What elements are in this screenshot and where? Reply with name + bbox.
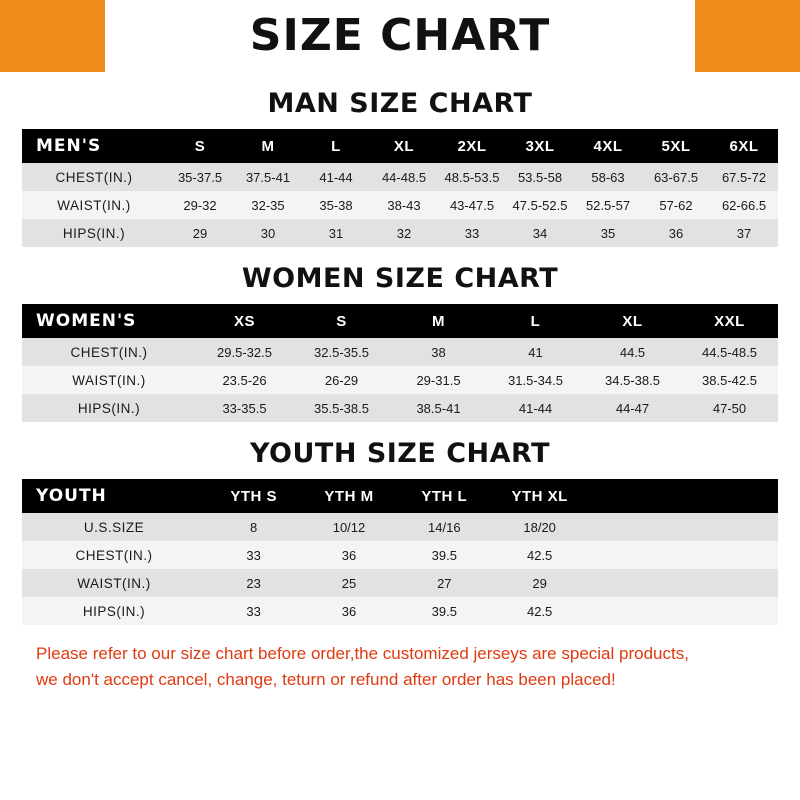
women-r0-c4: 44.5	[584, 338, 681, 366]
women-r0-c0: 29.5-32.5	[196, 338, 293, 366]
men-corner-label: MEN'S	[22, 129, 166, 163]
men-col-2: L	[302, 129, 370, 163]
youth-r0-c4	[587, 513, 682, 541]
women-r1-c2: 29-31.5	[390, 366, 487, 394]
table-row	[22, 219, 778, 247]
table-header-row	[22, 129, 778, 163]
women-col-5: XXL	[681, 304, 778, 338]
men-r1-c8: 62-66.5	[710, 191, 778, 219]
youth-size-table	[22, 479, 778, 625]
men-col-3: XL	[370, 129, 438, 163]
men-r0-c6: 58-63	[574, 163, 642, 191]
youth-r2-c3: 29	[492, 569, 587, 597]
women-r1-c4: 34.5-38.5	[584, 366, 681, 394]
women-r1-c3: 31.5-34.5	[487, 366, 584, 394]
section-youth	[22, 438, 778, 625]
youth-r0-c2: 14/16	[397, 513, 492, 541]
men-col-4: 2XL	[438, 129, 506, 163]
women-r0-c5: 44.5-48.5	[681, 338, 778, 366]
men-r1-c7: 57-62	[642, 191, 710, 219]
men-col-5: 3XL	[506, 129, 574, 163]
footer-disclaimer	[22, 641, 778, 693]
men-r0-c4: 48.5-53.5	[438, 163, 506, 191]
table-header-row	[22, 304, 778, 338]
youth-r2-c0: 23	[206, 569, 301, 597]
header-banner	[0, 0, 800, 72]
women-r1-c5: 38.5-42.5	[681, 366, 778, 394]
youth-row-0-label: U.S.SIZE	[22, 513, 206, 541]
men-row-1-label: WAIST(IN.)	[22, 191, 166, 219]
youth-r0-c1: 10/12	[301, 513, 396, 541]
youth-r2-c4	[587, 569, 682, 597]
youth-r2-c2: 27	[397, 569, 492, 597]
women-col-2: M	[390, 304, 487, 338]
youth-r3-c5	[683, 597, 778, 625]
men-col-1: M	[234, 129, 302, 163]
table-row	[22, 366, 778, 394]
youth-col-2: YTH L	[397, 479, 492, 513]
men-r2-c8: 37	[710, 219, 778, 247]
table-row	[22, 163, 778, 191]
footer-line-2: we don't accept cancel, change, teturn or refund after order has been placed!	[36, 670, 616, 689]
women-r0-c1: 32.5-35.5	[293, 338, 390, 366]
men-r0-c0: 35-37.5	[166, 163, 234, 191]
youth-r1-c2: 39.5	[397, 541, 492, 569]
youth-row-1-label: CHEST(IN.)	[22, 541, 206, 569]
men-r2-c4: 33	[438, 219, 506, 247]
men-r1-c1: 32-35	[234, 191, 302, 219]
women-col-0: XS	[196, 304, 293, 338]
page-title: SIZE CHART	[249, 10, 551, 61]
youth-r1-c3: 42.5	[492, 541, 587, 569]
youth-col-5	[683, 479, 778, 513]
men-r2-c2: 31	[302, 219, 370, 247]
women-r2-c5: 47-50	[681, 394, 778, 422]
youth-row-2-label: WAIST(IN.)	[22, 569, 206, 597]
youth-r3-c2: 39.5	[397, 597, 492, 625]
men-r1-c2: 35-38	[302, 191, 370, 219]
women-r2-c3: 41-44	[487, 394, 584, 422]
table-row	[22, 191, 778, 219]
table-row	[22, 394, 778, 422]
men-r2-c3: 32	[370, 219, 438, 247]
table-row	[22, 597, 778, 625]
youth-col-4	[587, 479, 682, 513]
youth-r1-c5	[683, 541, 778, 569]
men-row-2-label: HIPS(IN.)	[22, 219, 166, 247]
youth-corner-label: YOUTH	[22, 479, 206, 513]
men-size-table	[22, 129, 778, 247]
women-row-0-label: CHEST(IN.)	[22, 338, 196, 366]
youth-col-1: YTH M	[301, 479, 396, 513]
women-col-4: XL	[584, 304, 681, 338]
youth-r3-c3: 42.5	[492, 597, 587, 625]
men-r1-c3: 38-43	[370, 191, 438, 219]
women-col-1: S	[293, 304, 390, 338]
table-header-row	[22, 479, 778, 513]
youth-r2-c5	[683, 569, 778, 597]
men-r2-c0: 29	[166, 219, 234, 247]
table-row	[22, 338, 778, 366]
youth-r2-c1: 25	[301, 569, 396, 597]
women-col-3: L	[487, 304, 584, 338]
women-r0-c3: 41	[487, 338, 584, 366]
men-r2-c5: 34	[506, 219, 574, 247]
men-r0-c2: 41-44	[302, 163, 370, 191]
youth-row-3-label: HIPS(IN.)	[22, 597, 206, 625]
men-r0-c5: 53.5-58	[506, 163, 574, 191]
women-row-2-label: HIPS(IN.)	[22, 394, 196, 422]
youth-r3-c4	[587, 597, 682, 625]
section-title-men: MAN SIZE CHART	[267, 88, 533, 119]
youth-r0-c5	[683, 513, 778, 541]
women-r2-c2: 38.5-41	[390, 394, 487, 422]
section-women	[22, 263, 778, 422]
women-r2-c1: 35.5-38.5	[293, 394, 390, 422]
women-r2-c4: 44-47	[584, 394, 681, 422]
women-r1-c0: 23.5-26	[196, 366, 293, 394]
section-title-youth: YOUTH SIZE CHART	[249, 438, 551, 469]
section-men	[22, 88, 778, 247]
men-col-7: 5XL	[642, 129, 710, 163]
table-row	[22, 569, 778, 597]
men-r1-c0: 29-32	[166, 191, 234, 219]
men-r2-c1: 30	[234, 219, 302, 247]
men-col-0: S	[166, 129, 234, 163]
youth-r1-c0: 33	[206, 541, 301, 569]
table-row	[22, 541, 778, 569]
men-col-6: 4XL	[574, 129, 642, 163]
men-r0-c1: 37.5-41	[234, 163, 302, 191]
youth-r3-c1: 36	[301, 597, 396, 625]
men-col-8: 6XL	[710, 129, 778, 163]
men-r1-c6: 52.5-57	[574, 191, 642, 219]
women-r1-c1: 26-29	[293, 366, 390, 394]
youth-r0-c3: 18/20	[492, 513, 587, 541]
footer-line-1: Please refer to our size chart before order,the customized jerseys are special products,	[36, 644, 689, 663]
women-corner-label: WOMEN'S	[22, 304, 196, 338]
men-r0-c3: 44-48.5	[370, 163, 438, 191]
men-r2-c7: 36	[642, 219, 710, 247]
men-r0-c7: 63-67.5	[642, 163, 710, 191]
chart-content	[0, 88, 800, 693]
men-r1-c4: 43-47.5	[438, 191, 506, 219]
women-r2-c0: 33-35.5	[196, 394, 293, 422]
women-size-table	[22, 304, 778, 422]
men-r1-c5: 47.5-52.5	[506, 191, 574, 219]
youth-r3-c0: 33	[206, 597, 301, 625]
youth-col-0: YTH S	[206, 479, 301, 513]
table-row	[22, 513, 778, 541]
youth-col-3: YTH XL	[492, 479, 587, 513]
section-title-women: WOMEN SIZE CHART	[241, 263, 559, 294]
youth-r0-c0: 8	[206, 513, 301, 541]
women-r0-c2: 38	[390, 338, 487, 366]
women-row-1-label: WAIST(IN.)	[22, 366, 196, 394]
men-r0-c8: 67.5-72	[710, 163, 778, 191]
youth-r1-c4	[587, 541, 682, 569]
youth-r1-c1: 36	[301, 541, 396, 569]
men-r2-c6: 35	[574, 219, 642, 247]
men-row-0-label: CHEST(IN.)	[22, 163, 166, 191]
